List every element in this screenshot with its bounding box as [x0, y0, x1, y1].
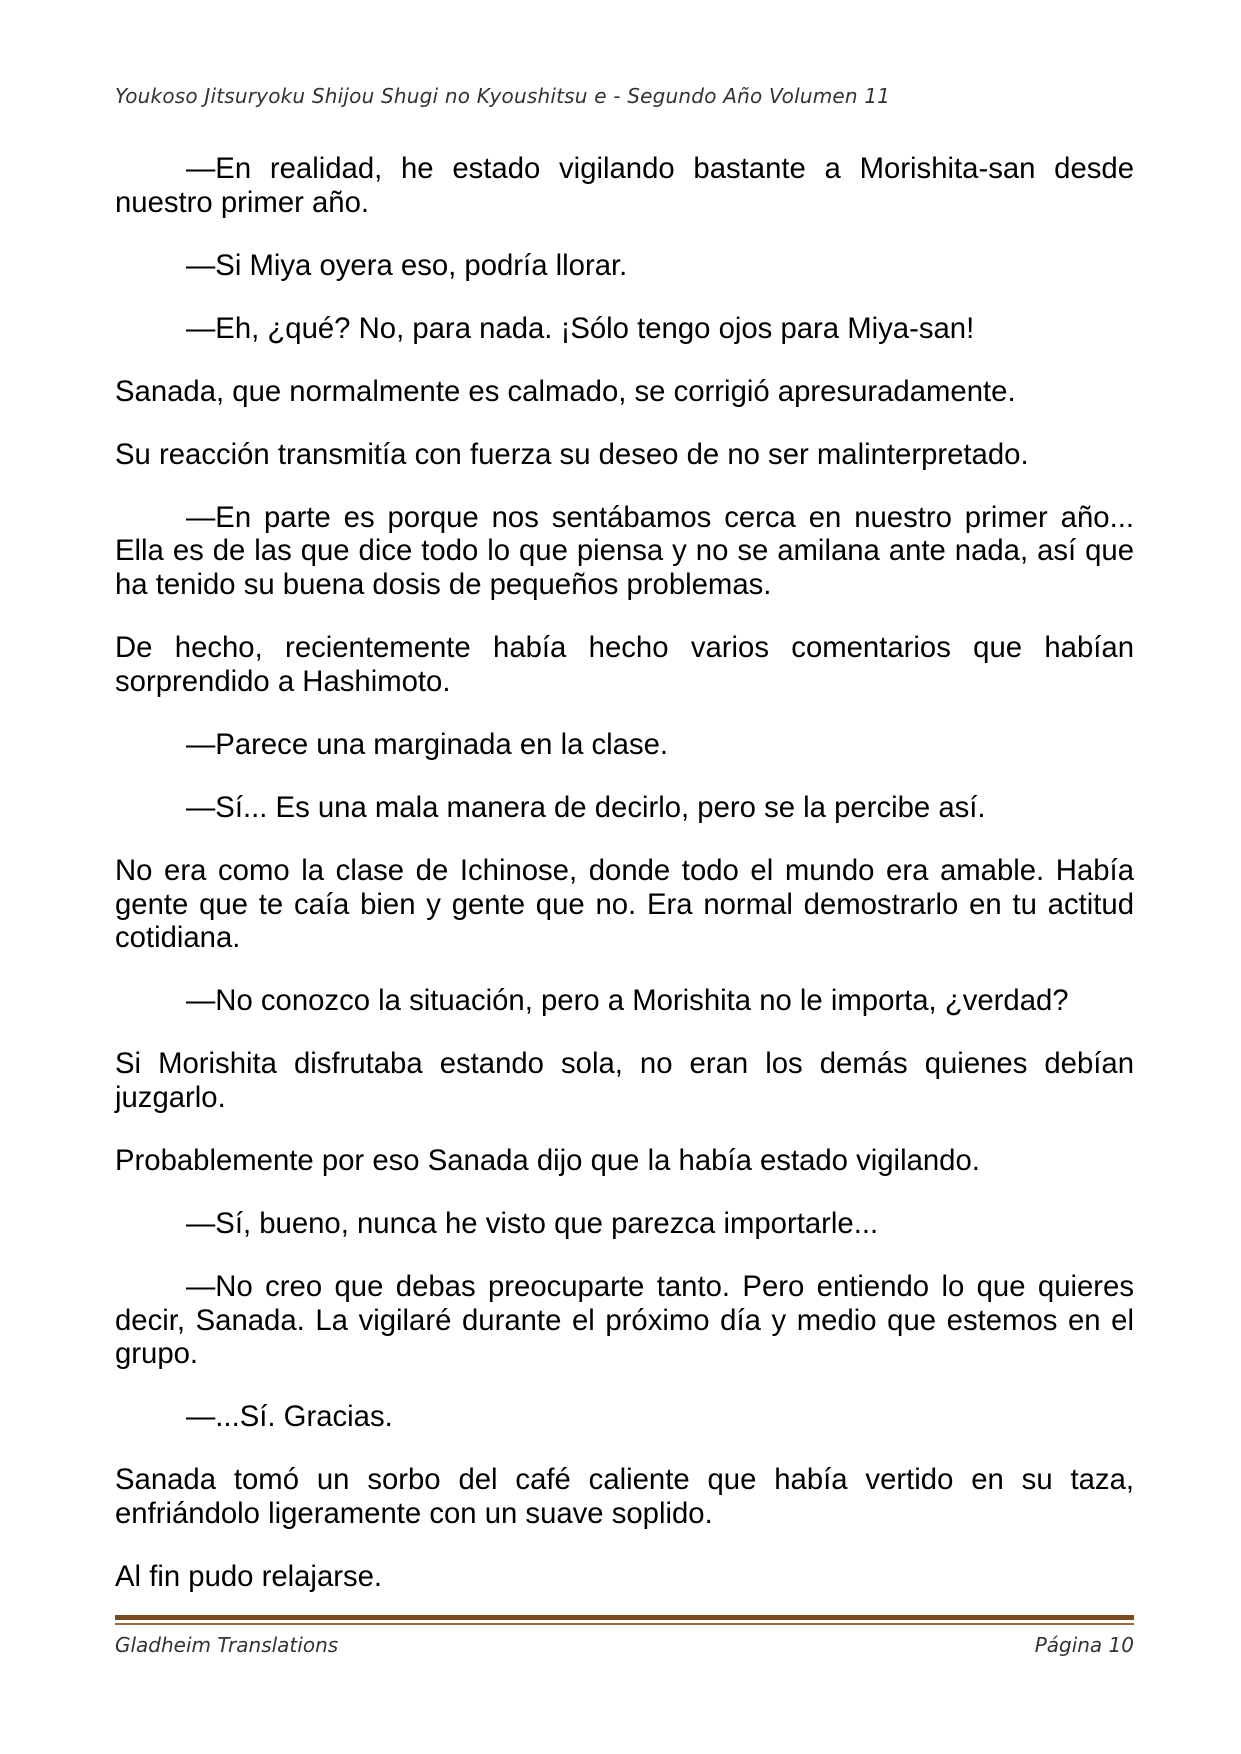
paragraph: —Sí... Es una mala manera de decirlo, pero se la percibe así.: [186, 790, 986, 824]
footer-rule-thick: [115, 1615, 1134, 1620]
footer-rule-thin: [115, 1623, 1134, 1625]
paragraph: —No conozco la situación, pero a Morishita no le importa, ¿verdad?: [186, 984, 1069, 1018]
footer-page-number: Página 10: [1034, 1633, 1134, 1657]
paragraph: Si Morishita disfrutaba estando sola, no eran los demás quienes debían juzgarlo.: [115, 1047, 1134, 1114]
paragraph: —No creo que debas preocuparte tanto. Pero entiendo lo que quieres decir, Sanada. La vigilaré durante el próximo día y medio que estemos en el grupo.: [115, 1269, 1134, 1371]
paragraph: —Si Miya oyera eso, podría llorar.: [186, 248, 628, 282]
paragraph: Sanada, que normalmente es calmado, se corrigió apresuradamente.: [115, 374, 1016, 408]
paragraph: Sanada tomó un sorbo del café caliente que había vertido en su taza, enfriándolo ligeramente con un suave soplido.: [115, 1463, 1134, 1531]
paragraph: Su reacción transmitía con fuerza su deseo de no ser malinterpretado.: [115, 437, 1029, 471]
paragraph: —Parece una marginada en la clase.: [186, 727, 669, 761]
paragraph: —Sí, bueno, nunca he visto que parezca importarle...: [186, 1206, 879, 1240]
page-body: [115, 152, 1134, 1623]
paragraph: —En parte es porque nos sentábamos cerca en nuestro primer año... Ella es de las que dice todo lo que piensa y no se amilana ante nada, así que ha tenido su buena dosis de pequeños problemas.: [115, 500, 1134, 602]
paragraph: Probablemente por eso Sanada dijo que la había estado vigilando.: [115, 1143, 980, 1177]
footer-translator-credit: Gladheim Translations: [115, 1633, 339, 1657]
paragraph: Al fin pudo relajarse.: [115, 1560, 383, 1594]
paragraph: No era como la clase de Ichinose, donde todo el mundo era amable. Había gente que te caía bien y gente que no. Era normal demostrarlo en tu actitud cotidiana.: [115, 853, 1134, 955]
paragraph: —...Sí. Gracias.: [186, 1400, 393, 1434]
page-header-title: Youkoso Jitsuryoku Shijou Shugi no Kyoushitsu e - Segundo Año Volumen 11: [115, 84, 891, 108]
paragraph: —Eh, ¿qué? No, para nada. ¡Sólo tengo ojos para Miya-san!: [186, 311, 975, 345]
paragraph: De hecho, recientemente había hecho varios comentarios que habían sorprendido a Hashimoto.: [115, 631, 1134, 698]
paragraph: —En realidad, he estado vigilando bastante a Morishita-san desde nuestro primer año.: [115, 152, 1134, 219]
